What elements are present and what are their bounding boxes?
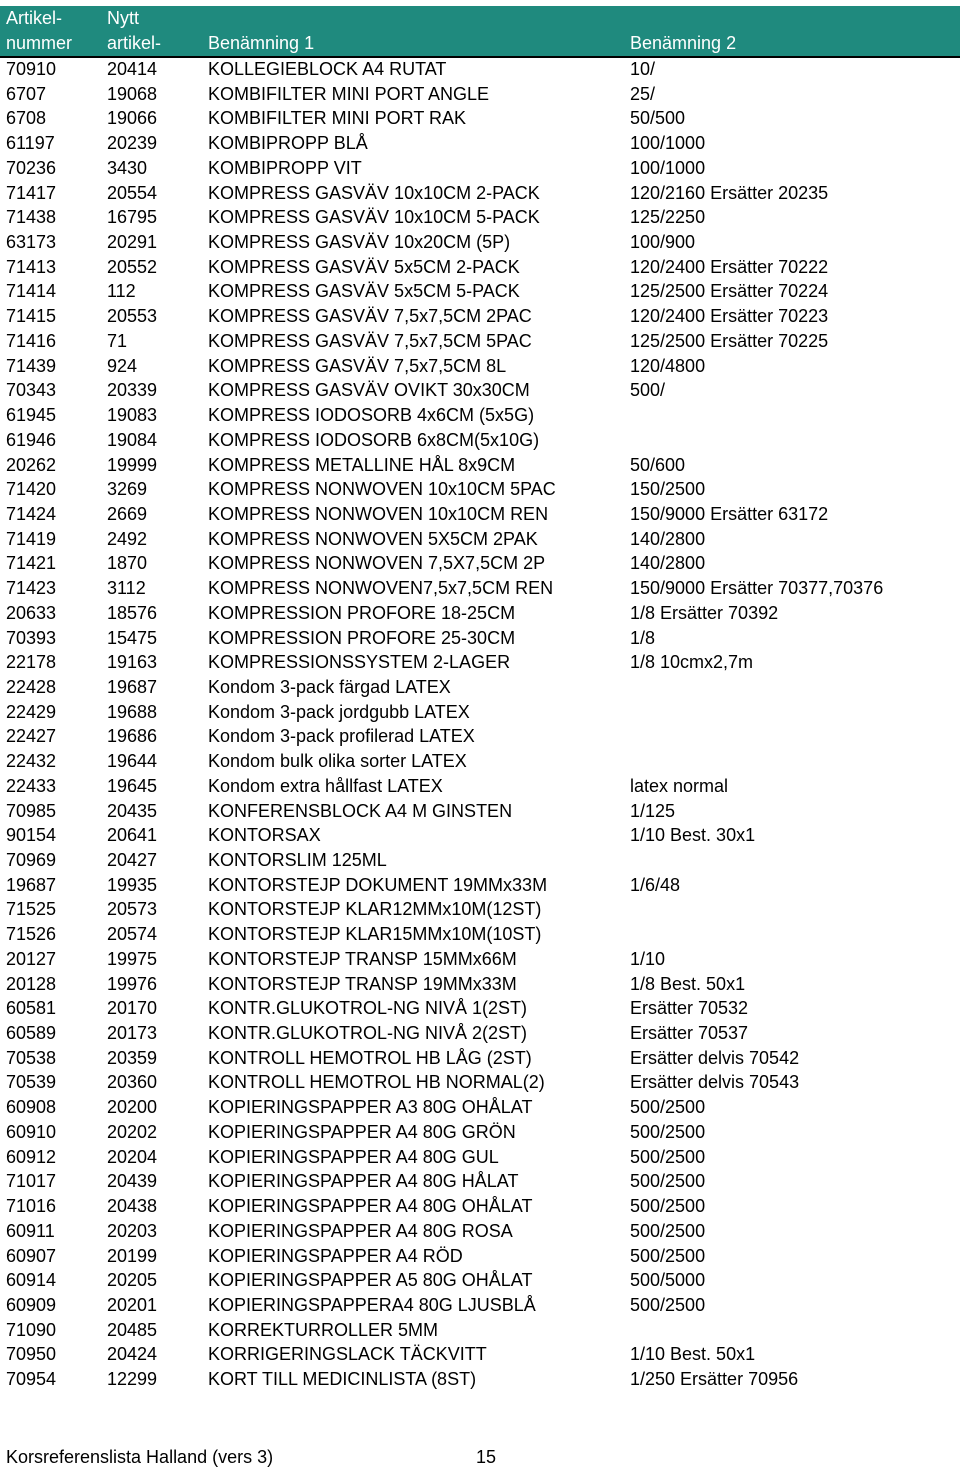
cell-artikelnummer: 20128 <box>6 973 57 994</box>
cell-benamning-1: KONTORSLIM 125ML <box>208 850 387 870</box>
cell-benamning-2: Ersätter delvis 70543 <box>630 1072 800 1093</box>
cell-benamning-1: KOPIERINGSPAPPER A4 80G GUL <box>208 1146 499 1167</box>
table-row <box>0 131 960 156</box>
table-row <box>0 428 960 453</box>
cell-artikelnummer: 70538 <box>6 1047 57 1068</box>
cell-nytt-artikelnummer: 20201 <box>107 1294 158 1315</box>
table-row <box>0 1244 960 1269</box>
cell-artikelnummer: 71090 <box>6 1319 57 1340</box>
cell-artikelnummer: 22433 <box>6 775 57 796</box>
cell-benamning-1: Kondom 3-pack färgad LATEX <box>208 676 451 697</box>
cell-artikelnummer: 70539 <box>6 1072 57 1093</box>
cell-benamning-1: KONFERENSBLOCK A4 M GINSTEN <box>208 800 513 821</box>
cell-benamning-2: 120/2160 Ersätter 20235 <box>630 182 829 203</box>
table-row <box>0 848 960 873</box>
cell-artikelnummer: 61946 <box>6 429 57 450</box>
table-row <box>0 551 960 576</box>
cell-benamning-1: KONTR.GLUKOTROL-NG NIVÅ 2(2ST) <box>208 1023 528 1044</box>
cell-nytt-artikelnummer: 20203 <box>107 1220 158 1241</box>
cell-benamning-1: KOMPRESS GASVÄV 10x10CM 5-PACK <box>208 207 540 228</box>
table-row <box>0 774 960 799</box>
cell-benamning-2: 1/10 Best. 30x1 <box>630 825 756 846</box>
table-row <box>0 1293 960 1318</box>
cell-nytt-artikelnummer: 19084 <box>107 429 158 450</box>
cell-benamning-2: 500/ <box>630 380 666 401</box>
cell-benamning-2: 50/500 <box>630 108 686 129</box>
cell-nytt-artikelnummer: 20438 <box>107 1196 158 1217</box>
cell-artikelnummer: 70969 <box>6 850 57 870</box>
cell-artikelnummer: 90154 <box>6 825 57 846</box>
table-row <box>0 1342 960 1367</box>
cell-benamning-2: 140/2800 <box>630 553 706 574</box>
cell-benamning-1: KORT TILL MEDICINLISTA (8ST) <box>208 1369 477 1390</box>
cell-benamning-1: KOPIERINGSPAPPERA4 80G LJUSBLÅ <box>208 1294 536 1315</box>
table-body <box>0 57 960 1392</box>
table-row <box>0 1169 960 1194</box>
cell-nytt-artikelnummer: 1870 <box>107 553 148 574</box>
cell-artikelnummer: 71420 <box>6 479 57 500</box>
cell-benamning-1: KORRIGERINGSLACK TÄCKVITT <box>208 1344 487 1365</box>
cell-nytt-artikelnummer: 3269 <box>107 479 148 500</box>
cell-nytt-artikelnummer: 71 <box>107 330 128 351</box>
table-row <box>0 873 960 898</box>
cell-benamning-1: KOMPRESS GASVÄV 10x10CM 2-PACK <box>208 182 540 203</box>
cell-benamning-1: KOPIERINGSPAPPER A4 80G GRÖN <box>208 1121 516 1142</box>
cell-artikelnummer: 71415 <box>6 306 57 327</box>
cell-artikelnummer: 20127 <box>6 948 57 969</box>
table-row <box>0 329 960 354</box>
cell-artikelnummer: 71421 <box>6 553 57 574</box>
cell-benamning-1: KOMPRESS NONWOVEN 10x10CM 5PAC <box>208 479 556 500</box>
cell-benamning-2: 1/10 <box>630 948 666 969</box>
cell-nytt-artikelnummer: 19686 <box>107 726 158 747</box>
table-row <box>0 700 960 725</box>
cell-benamning-1: KONTORSTEJP DOKUMENT 19MMx33M <box>208 874 548 895</box>
cell-benamning-1: KOMPRESS GASVÄV 7,5x7,5CM 2PAC <box>208 306 532 327</box>
table-row <box>0 279 960 304</box>
cell-benamning-2: 125/2500 Ersätter 70224 <box>630 281 829 302</box>
table-row <box>0 1021 960 1046</box>
cell-nytt-artikelnummer: 20170 <box>107 998 158 1019</box>
cell-benamning-2: 500/5000 <box>630 1270 706 1291</box>
cell-nytt-artikelnummer: 20439 <box>107 1171 158 1192</box>
cell-nytt-artikelnummer: 19976 <box>107 973 158 994</box>
cell-artikelnummer: 60914 <box>6 1270 57 1291</box>
cell-benamning-1: KONTORSTEJP TRANSP 15MMx66M <box>208 948 517 969</box>
cell-benamning-1: KOMPRESS GASVÄV 5x5CM 2-PACK <box>208 256 520 277</box>
cell-nytt-artikelnummer: 20205 <box>107 1270 158 1291</box>
cell-artikelnummer: 61197 <box>6 133 55 154</box>
cell-nytt-artikelnummer: 19688 <box>107 701 158 722</box>
cell-benamning-2: 500/2500 <box>630 1245 706 1266</box>
cell-benamning-1: Kondom 3-pack profilerad LATEX <box>208 726 475 747</box>
table-row <box>0 181 960 206</box>
cell-nytt-artikelnummer: 15475 <box>107 627 158 648</box>
cell-artikelnummer: 71439 <box>6 355 57 376</box>
cell-benamning-2: 25/ <box>630 83 656 104</box>
cell-benamning-2: 100/900 <box>630 232 696 253</box>
cell-artikelnummer: 70985 <box>6 800 57 821</box>
cell-benamning-2: 500/2500 <box>630 1171 706 1192</box>
cell-benamning-1: KOMPRESS NONWOVEN7,5x7,5CM REN <box>208 578 554 599</box>
cell-benamning-2: 140/2800 <box>630 528 706 549</box>
cell-benamning-2: 1/8 10cmx2,7m <box>630 652 754 673</box>
cell-nytt-artikelnummer: 20414 <box>107 59 158 79</box>
table-row <box>0 749 960 774</box>
table-row <box>0 1070 960 1095</box>
footer-title: Korsreferenslista Halland (vers 3) <box>6 1447 274 1467</box>
cell-benamning-1: KOMBIPROPP VIT <box>208 157 362 178</box>
cell-benamning-2: 100/1000 <box>630 133 706 154</box>
cell-artikelnummer: 61945 <box>6 405 57 426</box>
cell-artikelnummer: 22428 <box>6 676 57 697</box>
cell-artikelnummer: 22178 <box>6 652 57 673</box>
cell-benamning-2: 1/6/48 <box>630 874 681 895</box>
cell-benamning-2: 500/2500 <box>630 1294 706 1315</box>
cell-artikelnummer: 70393 <box>6 627 57 648</box>
cell-nytt-artikelnummer: 20552 <box>107 256 158 277</box>
table-row <box>0 354 960 379</box>
cell-benamning-2: 120/4800 <box>630 355 706 376</box>
table-row <box>0 527 960 552</box>
cell-artikelnummer: 71414 <box>6 281 57 302</box>
cell-benamning-2: Ersätter 70537 <box>630 1023 749 1044</box>
table-row <box>0 1120 960 1145</box>
table-row <box>0 57 960 82</box>
table-row <box>0 1367 960 1392</box>
cell-benamning-1: KONTORSTEJP TRANSP 19MMx33M <box>208 973 517 994</box>
cell-benamning-1: KOMPRESS NONWOVEN 10x10CM REN <box>208 503 549 524</box>
cell-benamning-1: Kondom extra hållfast LATEX <box>208 775 443 796</box>
cell-benamning-1: KOMPRESS GASVÄV OVIKT 30x30CM <box>208 380 530 401</box>
cell-artikelnummer: 60909 <box>6 1294 57 1315</box>
cell-benamning-2: 120/2400 Ersätter 70222 <box>630 256 829 277</box>
cell-artikelnummer: 63173 <box>6 232 57 253</box>
cell-artikelnummer: 60910 <box>6 1121 57 1142</box>
cell-artikelnummer: 71417 <box>6 182 57 203</box>
table-row <box>0 255 960 280</box>
cell-benamning-2: 1/125 <box>630 800 676 821</box>
cell-artikelnummer: 60589 <box>6 1023 57 1044</box>
cell-artikelnummer: 71423 <box>6 578 57 599</box>
cell-benamning-1: KONTORSAX <box>208 825 321 846</box>
cell-benamning-1: KOPIERINGSPAPPER A4 RÖD <box>208 1245 463 1266</box>
cell-artikelnummer: 60912 <box>6 1146 57 1167</box>
cell-benamning-2: 125/2500 Ersätter 70225 <box>630 330 829 351</box>
cell-nytt-artikelnummer: 20485 <box>107 1319 158 1340</box>
table-row <box>0 156 960 181</box>
cell-benamning-2: 500/2500 <box>630 1097 706 1118</box>
cell-nytt-artikelnummer: 20360 <box>107 1072 158 1093</box>
cell-nytt-artikelnummer: 20554 <box>107 182 158 203</box>
cell-benamning-2: 120/2400 Ersätter 70223 <box>630 306 829 327</box>
header-benamning-1: Benämning 1 <box>208 33 315 53</box>
cell-artikelnummer: 71413 <box>6 256 57 277</box>
cell-nytt-artikelnummer: 20291 <box>107 232 158 253</box>
cell-benamning-1: KOMPRESS NONWOVEN 5X5CM 2PAK <box>208 528 538 549</box>
cell-benamning-1: KOPIERINGSPAPPER A4 80G HÅLAT <box>208 1171 519 1192</box>
cell-nytt-artikelnummer: 112 <box>107 281 136 302</box>
cell-artikelnummer: 71416 <box>6 330 57 351</box>
cell-benamning-1: KOPIERINGSPAPPER A4 80G OHÅLAT <box>208 1196 533 1217</box>
cell-benamning-2: 150/2500 <box>630 479 706 500</box>
cell-nytt-artikelnummer: 20574 <box>107 924 158 945</box>
cell-benamning-1: KOPIERINGSPAPPER A4 80G ROSA <box>208 1220 513 1241</box>
cell-nytt-artikelnummer: 2669 <box>107 503 148 524</box>
cell-benamning-1: KOMPRESS NONWOVEN 7,5X7,5CM 2P <box>208 553 546 574</box>
cell-nytt-artikelnummer: 20202 <box>107 1121 158 1142</box>
cell-artikelnummer: 71424 <box>6 503 57 524</box>
cell-artikelnummer: 71016 <box>6 1196 57 1217</box>
cell-artikelnummer: 20633 <box>6 602 57 623</box>
cell-artikelnummer: 70954 <box>6 1369 57 1390</box>
table-row <box>0 1046 960 1071</box>
cell-artikelnummer: 70236 <box>6 157 57 178</box>
table-row <box>0 1268 960 1293</box>
cell-artikelnummer: 60581 <box>6 998 57 1019</box>
cell-benamning-2: 500/2500 <box>630 1196 706 1217</box>
header-benamning-2: Benämning 2 <box>630 33 737 53</box>
cell-nytt-artikelnummer: 20553 <box>107 306 158 327</box>
cell-artikelnummer: 6708 <box>6 108 47 129</box>
cell-artikelnummer: 22432 <box>6 751 57 772</box>
table-row <box>0 675 960 700</box>
cell-nytt-artikelnummer: 20427 <box>107 850 158 870</box>
table-row <box>0 378 960 403</box>
cell-artikelnummer: 22429 <box>6 701 57 722</box>
cell-artikelnummer: 71438 <box>6 207 57 228</box>
cell-benamning-2: 1/8 <box>630 627 656 648</box>
cell-benamning-1: KOPIERINGSPAPPER A3 80G OHÅLAT <box>208 1097 533 1118</box>
cell-benamning-1: KONTR.GLUKOTROL-NG NIVÅ 1(2ST) <box>208 998 528 1019</box>
cell-nytt-artikelnummer: 3112 <box>107 578 146 599</box>
cell-nytt-artikelnummer: 2492 <box>107 528 148 549</box>
cell-nytt-artikelnummer: 19066 <box>107 108 158 129</box>
table-row <box>0 1194 960 1219</box>
cell-benamning-2: latex normal <box>630 775 729 796</box>
cell-benamning-1: KORREKTURROLLER 5MM <box>208 1319 439 1340</box>
cell-benamning-1: KONTROLL HEMOTROL HB NORMAL(2) <box>208 1072 545 1093</box>
table-row <box>0 304 960 329</box>
cell-benamning-1: KOLLEGIEBLOCK A4 RUTAT <box>208 59 447 79</box>
cell-nytt-artikelnummer: 20435 <box>107 800 158 821</box>
cell-benamning-2: 500/2500 <box>630 1121 706 1142</box>
cell-nytt-artikelnummer: 20339 <box>107 380 158 401</box>
cell-benamning-2: 50/600 <box>630 454 686 475</box>
table-row <box>0 82 960 107</box>
cell-nytt-artikelnummer: 19083 <box>107 405 158 426</box>
cell-benamning-2: 100/1000 <box>630 157 706 178</box>
cell-nytt-artikelnummer: 19975 <box>107 948 158 969</box>
cell-benamning-2: 500/2500 <box>630 1220 706 1241</box>
cell-benamning-2: 1/250 Ersätter 70956 <box>630 1369 799 1390</box>
cell-artikelnummer: 60907 <box>6 1245 57 1266</box>
table-header <box>0 6 960 56</box>
table-row <box>0 1095 960 1120</box>
table-row <box>0 724 960 749</box>
cell-benamning-1: KONTROLL HEMOTROL HB LÅG (2ST) <box>208 1047 532 1068</box>
cell-nytt-artikelnummer: 19645 <box>107 775 158 796</box>
table-row <box>0 823 960 848</box>
table-row <box>0 502 960 527</box>
table-row <box>0 650 960 675</box>
cell-benamning-2: 1/8 Ersätter 70392 <box>630 602 779 623</box>
cell-nytt-artikelnummer: 16795 <box>107 207 158 228</box>
cell-nytt-artikelnummer: 20359 <box>107 1047 158 1068</box>
cell-nytt-artikelnummer: 20173 <box>107 1023 158 1044</box>
table-row <box>0 922 960 947</box>
table-row <box>0 1145 960 1170</box>
cell-artikelnummer: 71525 <box>6 899 57 920</box>
header-nytt-artikel <box>107 6 197 56</box>
header-nytt-line2: artikel- <box>107 33 162 53</box>
cell-nytt-artikelnummer: 19068 <box>107 83 158 104</box>
cell-benamning-1: KOMBIPROPP BLÅ <box>208 133 368 154</box>
cell-artikelnummer: 20262 <box>6 454 57 475</box>
cell-artikelnummer: 70950 <box>6 1344 57 1365</box>
cell-artikelnummer: 6707 <box>6 83 47 104</box>
cell-nytt-artikelnummer: 19687 <box>107 676 158 697</box>
cell-benamning-2: 1/8 Best. 50x1 <box>630 973 746 994</box>
table-row <box>0 1318 960 1343</box>
header-artikelnummer <box>6 6 96 56</box>
table-row <box>0 897 960 922</box>
cell-benamning-1: KOMBIFILTER MINI PORT ANGLE <box>208 83 490 104</box>
cell-nytt-artikelnummer: 19163 <box>107 652 158 673</box>
cell-nytt-artikelnummer: 12299 <box>107 1369 158 1390</box>
cell-benamning-2: 150/9000 Ersätter 70377,70376 <box>630 578 884 599</box>
cell-benamning-1: KOMPRESS GASVÄV 7,5x7,5CM 8L <box>208 355 507 376</box>
cell-benamning-2: Ersätter 70532 <box>630 998 749 1019</box>
cell-benamning-2: 150/9000 Ersätter 63172 <box>630 503 829 524</box>
cell-benamning-1: KOMPRESS METALLINE HÅL 8x9CM <box>208 454 516 475</box>
cell-benamning-1: Kondom 3-pack jordgubb LATEX <box>208 701 470 722</box>
cell-benamning-1: Kondom bulk olika sorter LATEX <box>208 751 467 772</box>
table-row <box>0 996 960 1021</box>
table-row <box>0 601 960 626</box>
cell-nytt-artikelnummer: 3430 <box>107 157 148 178</box>
cell-benamning-1: KOMPRESS IODOSORB 4x6CM (5x5G) <box>208 405 535 426</box>
cell-nytt-artikelnummer: 20239 <box>107 133 158 154</box>
cell-nytt-artikelnummer: 20200 <box>107 1097 158 1118</box>
cell-benamning-2: 1/10 Best. 50x1 <box>630 1344 756 1365</box>
table-row <box>0 106 960 131</box>
cell-nytt-artikelnummer: 18576 <box>107 602 158 623</box>
cell-artikelnummer: 70343 <box>6 380 57 401</box>
cell-benamning-1: KOMPRESSION PROFORE 25-30CM <box>208 627 516 648</box>
cell-nytt-artikelnummer: 19644 <box>107 751 158 772</box>
cell-nytt-artikelnummer: 20204 <box>107 1146 158 1167</box>
cell-artikelnummer: 22427 <box>6 726 57 747</box>
table-row <box>0 799 960 824</box>
header-nytt-line1: Nytt <box>107 8 140 28</box>
table-row <box>0 626 960 651</box>
cell-artikelnummer: 71017 <box>6 1171 57 1192</box>
cell-artikelnummer: 60911 <box>6 1220 55 1241</box>
cell-benamning-1: KOMPRESS GASVÄV 7,5x7,5CM 5PAC <box>208 330 532 351</box>
table-row <box>0 453 960 478</box>
cell-benamning-2: Ersätter delvis 70542 <box>630 1047 800 1068</box>
table-row <box>0 576 960 601</box>
cell-benamning-1: KONTORSTEJP KLAR15MMx10M(10ST) <box>208 924 542 945</box>
cell-nytt-artikelnummer: 19999 <box>107 454 158 475</box>
header-artikelnummer-line2: nummer <box>6 33 73 53</box>
cell-nytt-artikelnummer: 20573 <box>107 899 158 920</box>
cell-nytt-artikelnummer: 19935 <box>107 874 158 895</box>
table-row <box>0 403 960 428</box>
cell-artikelnummer: 70910 <box>6 59 57 79</box>
cell-benamning-1: KOMPRESS IODOSORB 6x8CM(5x10G) <box>208 429 540 450</box>
cell-benamning-2: 500/2500 <box>630 1146 706 1167</box>
table-row <box>0 477 960 502</box>
cell-benamning-1: KOMPRESS GASVÄV 5x5CM 5-PACK <box>208 281 520 302</box>
table-row <box>0 205 960 230</box>
cell-benamning-1: KONTORSTEJP KLAR12MMx10M(12ST) <box>208 899 542 920</box>
footer-page-number: 15 <box>476 1447 497 1467</box>
table-row <box>0 1219 960 1244</box>
cell-benamning-1: KOMPRESSIONSSYSTEM 2-LAGER <box>208 652 511 673</box>
cell-benamning-1: KOMBIFILTER MINI PORT RAK <box>208 108 467 129</box>
table-row <box>0 947 960 972</box>
cell-nytt-artikelnummer: 20641 <box>107 825 158 846</box>
table-row <box>0 230 960 255</box>
cell-artikelnummer: 60908 <box>6 1097 57 1118</box>
cell-benamning-2: 125/2250 <box>630 207 706 228</box>
cell-artikelnummer: 19687 <box>6 874 57 895</box>
cell-benamning-1: KOMPRESS GASVÄV 10x20CM (5P) <box>208 232 511 253</box>
cell-nytt-artikelnummer: 20424 <box>107 1344 158 1365</box>
cell-benamning-2: 10/ <box>630 59 656 79</box>
cell-benamning-1: KOPIERINGSPAPPER A5 80G OHÅLAT <box>208 1270 533 1291</box>
cell-nytt-artikelnummer: 924 <box>107 355 138 376</box>
cell-nytt-artikelnummer: 20199 <box>107 1245 158 1266</box>
cell-benamning-1: KOMPRESSION PROFORE 18-25CM <box>208 602 516 623</box>
header-artikelnummer-line1: Artikel- <box>6 8 63 28</box>
cell-artikelnummer: 71526 <box>6 924 57 945</box>
table-row <box>0 972 960 997</box>
cell-artikelnummer: 71419 <box>6 528 57 549</box>
